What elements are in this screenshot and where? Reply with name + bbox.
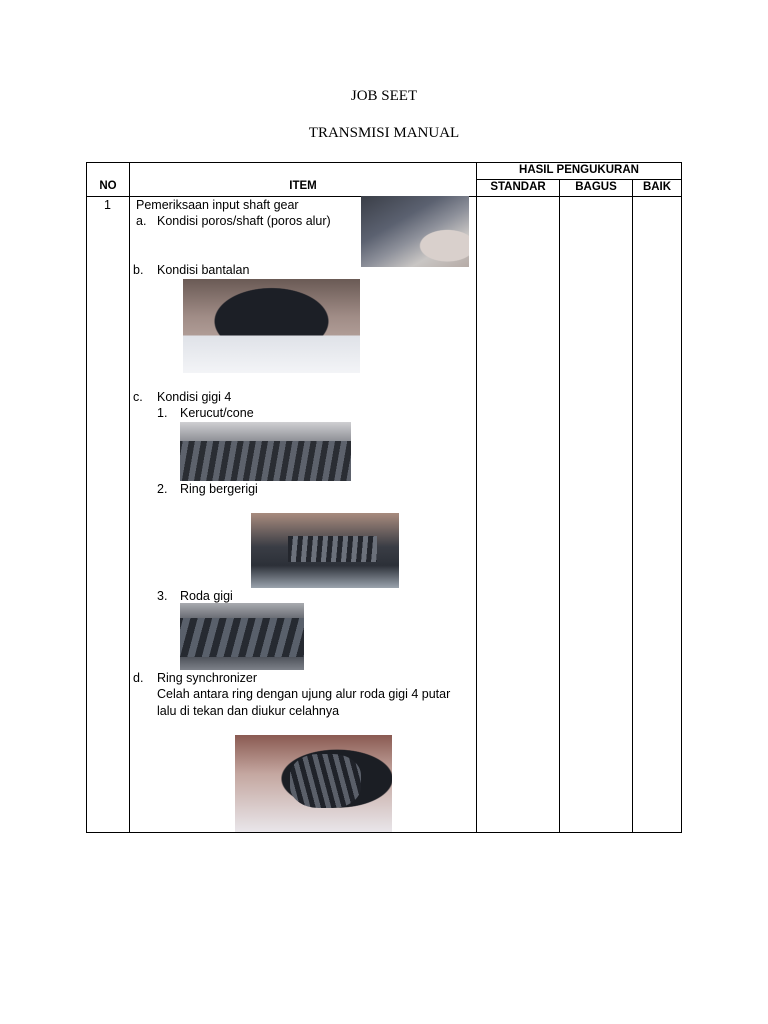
header-standard: STANDAR	[490, 181, 546, 193]
header-item: ITEM	[289, 180, 317, 192]
photo-cone	[180, 422, 351, 481]
table-border-right	[681, 162, 682, 833]
photo-toothed-ring	[251, 513, 399, 588]
table-border-bottom	[86, 832, 682, 833]
item-d-description-line1: Celah antara ring dengan ujung alur roda gigi 4 putar	[157, 687, 451, 701]
item-a-text: Kondisi poros/shaft (poros alur)	[157, 214, 331, 228]
item-c1-text: Kerucut/cone	[180, 406, 254, 420]
item-d-description-line2: lalu di tekan dan diukur celahnya	[157, 704, 340, 718]
table-border-left	[86, 162, 87, 833]
item-c-marker: c.	[133, 390, 143, 404]
item-a-marker: a.	[136, 214, 147, 228]
header-good: BAGUS	[575, 181, 617, 193]
item-c3-marker: 3.	[157, 589, 168, 603]
photo-shaft	[361, 196, 469, 267]
table-col-divider-good	[632, 180, 633, 833]
row-heading: Pemeriksaan input shaft gear	[136, 198, 299, 212]
item-d-text: Ring synchronizer	[157, 671, 258, 685]
item-c-text: Kondisi gigi 4	[157, 390, 232, 404]
table-col-divider-item	[476, 162, 477, 833]
photo-synchronizer-ring	[235, 735, 392, 832]
item-c1-marker: 1.	[157, 406, 168, 420]
item-b-text: Kondisi bantalan	[157, 263, 250, 277]
document-subtitle: TRANSMISI MANUAL	[308, 125, 460, 141]
item-c2-text: Ring bergerigi	[180, 482, 258, 496]
row-number: 1	[104, 198, 111, 212]
header-fine: BAIK	[642, 181, 672, 193]
document-title: JOB SEET	[350, 88, 418, 104]
item-c3-text: Roda gigi	[180, 589, 233, 603]
photo-bearing	[183, 279, 360, 373]
table-border-top	[86, 162, 682, 163]
header-result-group: HASIL PENGUKURAN	[519, 164, 639, 176]
item-c2-marker: 2.	[157, 482, 168, 496]
item-d-marker: d.	[133, 671, 144, 685]
table-col-divider-standard	[559, 180, 560, 833]
item-b-marker: b.	[133, 263, 144, 277]
table-col-divider-no	[129, 162, 130, 833]
table-header-divider-group	[476, 179, 682, 180]
photo-gear-wheel	[180, 603, 304, 670]
header-no: NO	[99, 180, 117, 192]
